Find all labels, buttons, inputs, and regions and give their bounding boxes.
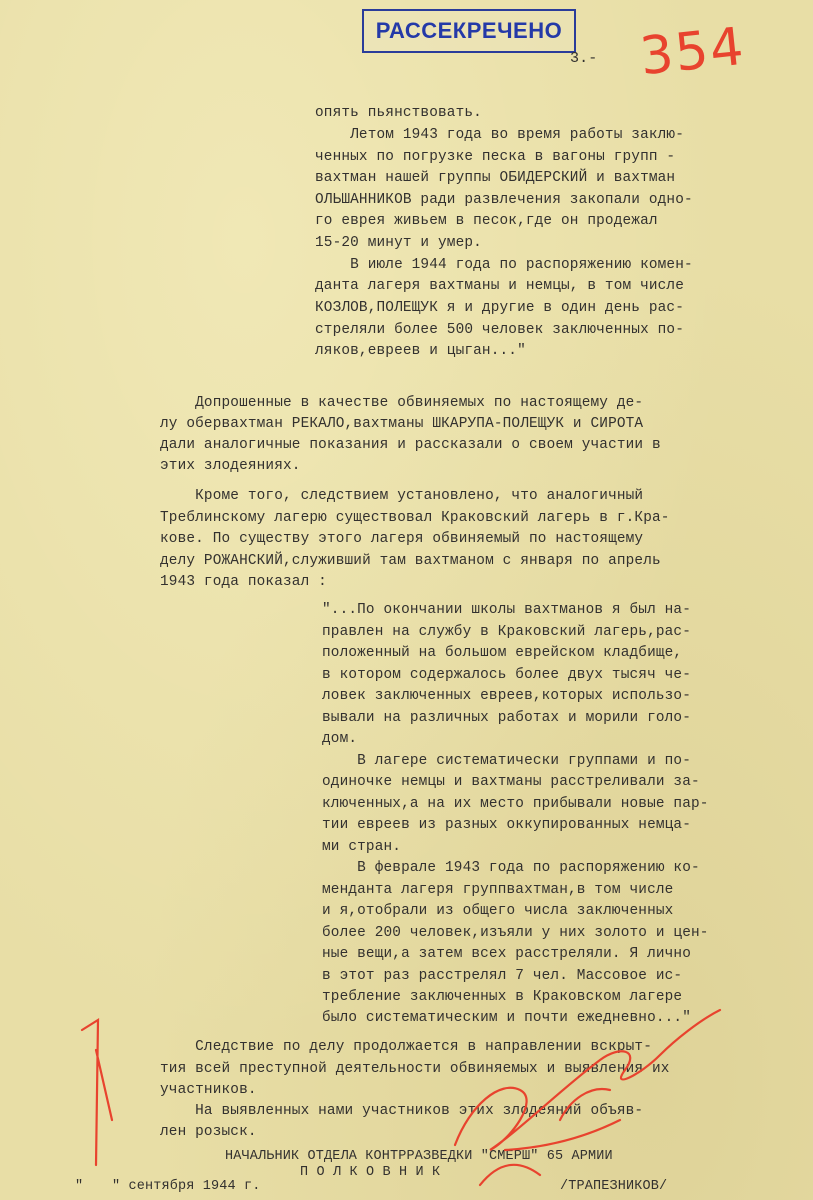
quote2-line: одиночке немцы и вахтманы расстреливали за- xyxy=(322,774,700,790)
quote1-line: вахтман нашей группы ОБИДЕРСКИЙ и вахтман xyxy=(315,170,676,186)
signature-rank: П О Л К О В Н И К xyxy=(300,1165,441,1180)
quote1-line: ОЛЬШАННИКОВ ради развлечения закопали одно- xyxy=(315,192,693,208)
quote2-line: в этот раз расстрелял 7 чел. Массовое ис- xyxy=(322,968,683,984)
para1-line: лу обервахтман РЕКАЛО,вахтманы ШКАРУПА-ПОЛЕЩУК и СИРОТА xyxy=(160,416,644,432)
para4-line: На выявленных нами участников этих злодеяний объяв- xyxy=(160,1103,644,1119)
quote1-line: ченных по погрузке песка в вагоны групп - xyxy=(315,149,676,165)
quote1-line: В июле 1944 года по распоряжению комен- xyxy=(315,257,693,273)
quote2-line: требление заключенных в Краковском лагере xyxy=(322,989,683,1005)
quote1-line: 15-20 минут и умер. xyxy=(315,235,482,251)
signature-name: /ТРАПЕЗНИКОВ/ xyxy=(560,1179,668,1194)
quote2-line: "...По окончании школы вахтманов я был на- xyxy=(322,602,692,618)
quote1-line: Летом 1943 года во время работы заклю- xyxy=(315,127,685,143)
para4-line: лен розыск. xyxy=(160,1124,257,1140)
para2-line: делу РОЖАНСКИЙ,служивший там вахтманом с января по апрель xyxy=(160,553,661,569)
quote2-line: В лагере систематически группами и по- xyxy=(322,753,692,769)
quote2-line: ми стран. xyxy=(322,839,402,855)
signature-position: НАЧАЛЬНИК ОТДЕЛА КОНТРРАЗВЕДКИ "СМЕРШ" 65 АРМИИ xyxy=(225,1149,613,1164)
quote2-line: правлен на службу в Краковский лагерь,рас- xyxy=(322,624,692,640)
para3-line: Следствие по делу продолжается в направлении вскрыт- xyxy=(160,1039,653,1055)
quote2-line: положенный на большом еврейском кладбище, xyxy=(322,645,683,661)
checkmark-scribble xyxy=(82,1020,112,1165)
para3-line: тия всей преступной деятельности обвиняемых и выявления их xyxy=(160,1061,670,1077)
declassified-stamp-text: РАССЕКРЕЧЕНО xyxy=(375,18,563,43)
quote1-line: го еврея живьем в песок,где он продежал xyxy=(315,213,658,229)
quote2-line: ные вещи,а затем всех расстреляли. Я лично xyxy=(322,946,692,962)
page-number: 3.- xyxy=(570,50,598,67)
quote2-line: более 200 человек,изъяли у них золото и цен- xyxy=(322,925,709,941)
quote2-line: было систематическим и почти ежедневно..." xyxy=(322,1010,692,1026)
quote2-line: ловек заключенных евреев,которых использо- xyxy=(322,688,692,704)
quote1-line: ляков,евреев и цыган..." xyxy=(315,343,526,359)
para3-line: участников. xyxy=(160,1082,257,1098)
quote2-line: тии евреев из разных оккупированных немца- xyxy=(322,817,692,833)
quote1-line: опять пьянствовать. xyxy=(315,105,482,121)
para1-line: Допрошенные в качестве обвиняемых по настоящему де- xyxy=(160,395,644,411)
quote2-line: менданта лагеря группвахтман,в том числе xyxy=(322,882,674,898)
signature-scribble xyxy=(455,1010,720,1185)
quote2-line: в котором содержалось более двух тысяч че- xyxy=(322,667,692,683)
quote2-line: и я,отобрали из общего числа заключенных xyxy=(322,903,674,919)
quote2-line: вывали на различных работах и морили голо- xyxy=(322,710,692,726)
quote2-line: дом. xyxy=(322,731,358,747)
para2-line: Кроме того, следствием установлено, что аналогичный xyxy=(160,488,644,504)
date-line: " сентября 1944 г. xyxy=(112,1179,261,1194)
para1-line: дали аналогичные показания и рассказали о своем участии в xyxy=(160,437,661,453)
archive-page-number: 354 xyxy=(637,16,749,88)
quote2-line: ключенных,а на их место прибывали новые пар- xyxy=(322,796,709,812)
para1-line: этих злодеяниях. xyxy=(160,458,301,474)
quote2-line: В феврале 1943 года по распоряжению ко- xyxy=(322,860,700,876)
quote1-line: КОЗЛОВ,ПОЛЕЩУК я и другие в один день рас- xyxy=(315,300,685,316)
date-open-quote: " xyxy=(75,1179,84,1194)
quote1-line: данта лагеря вахтманы и немцы, в том числе xyxy=(315,278,685,294)
para2-line: Треблинскому лагерю существовал Краковский лагерь в г.Кра- xyxy=(160,510,670,526)
para2-line: 1943 года показал : xyxy=(160,574,327,590)
quote1-line: стреляли более 500 человек заключенных по- xyxy=(315,322,685,338)
para2-line: кове. По существу этого лагеря обвиняемый по настоящему xyxy=(160,531,644,547)
